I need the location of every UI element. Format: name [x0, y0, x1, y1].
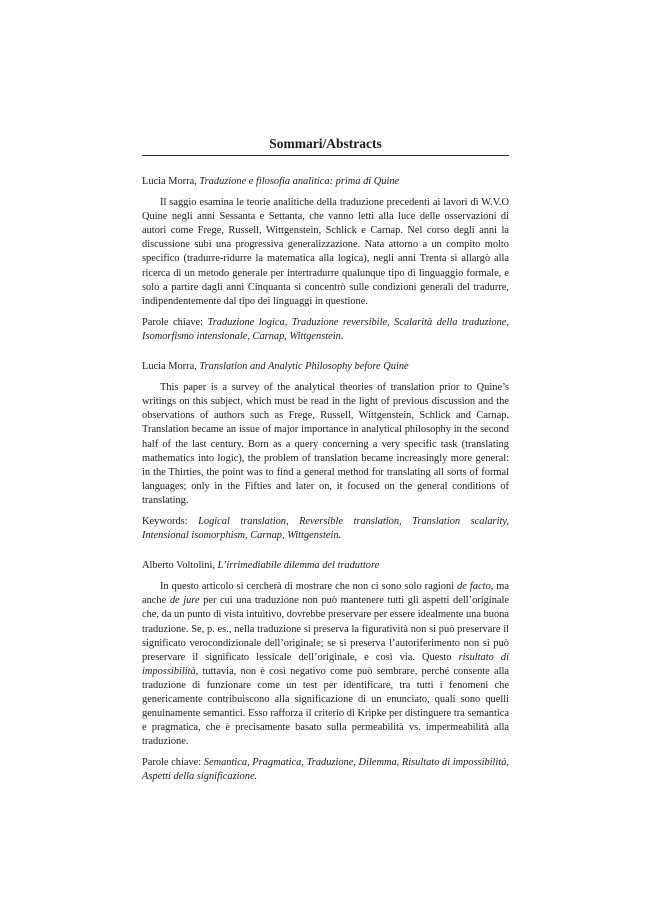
keywords-line	[142, 756, 509, 784]
body-segment: In questo articolo si cercherà di mostrare che non ci sono solo ragioni	[160, 581, 458, 593]
page-title: Sommari/Abstracts	[269, 136, 382, 151]
abstracts-list	[142, 175, 509, 785]
keywords-label: Parole chiave:	[142, 757, 204, 769]
body-segment: per cui una traduzione non può mantenere tutti gli aspetti dell’originale che, da un punto di vista intuitivo, dovrebbe preservare per essere idealmente una buona traduzione. Se, p. es., nella traduzione si preserva la figuratività non si può preservare il significato verocondizionale dell’originale; se si preserva l’autoriferimento non si può preservare il significato lessicale dell’originale, e così via. Questo	[142, 595, 509, 663]
body-segment-italic: de jure	[169, 595, 200, 607]
abstract-entry	[142, 175, 509, 344]
abstract-byline	[142, 360, 509, 374]
abstract-body: This paper is a survey of the analytical theories of translation prior to Quine’s writings on this subject, which must be read in the light of previous discussion and the observations of authors such as Frege, Russell, Wittgenstein, Schlick and Carnap. Translation became an issue of major importance in analytical philosophy in the second half of the last century. Born as a query concerning a very specific task (translating mathematics into logic), the problem of translation became increasingly more general: in the Thirties, the point was to find a general method for translating all sorts of formal languages; only in the Fifties and later on, it focused on the general conditions of translating.	[142, 382, 509, 506]
author-name: Alberto Voltolini,	[142, 560, 218, 572]
keywords-label: Parole chiave:	[142, 316, 208, 328]
article-title: Traduzione e filosofia analitica: prima di Quine	[199, 176, 400, 187]
abstract-entry	[142, 360, 509, 543]
author-name: Lucia Morra,	[142, 361, 200, 373]
keywords-label: Keywords:	[142, 515, 199, 527]
article-title: Translation and Analytic Philosophy before Quine	[199, 361, 409, 373]
abstract-byline	[142, 175, 509, 189]
abstract-byline	[142, 559, 509, 573]
keywords-list: Logical translation, Reversible translation, Translation scalarity, Intensional isomorphism, Carnap, Wittgenstein.	[142, 515, 509, 542]
body-segment-italic: risultato di impossibilità	[142, 651, 509, 677]
abstract-body: Il saggio esamina le teorie analitiche della traduzione precedenti ai lavori di W.V.O Quine negli anni Sessanta e Settanta, che vanno letti alla luce delle osservazioni di autori come Frege, Russell, Wittgenstein, Schlick e Carnap. Nel corso degli anni la discussione subì una progressiva generalizzazione. Nata attorno a un compito molto specifico (tradurre-ridurre la matematica alla logica), negli anni Trenta si allargò alla ricerca di un metodo generale per intertradurre qualunque tipo di linguaggio formale, e solo a partire dagli anni Cinquanta si concentrò sulle condizioni generali del tradurre, indipendentemente dal tipo dei linguaggi in questione.	[142, 197, 509, 307]
keywords-line	[142, 316, 509, 344]
body-segment-italic: de facto	[457, 581, 491, 593]
author-name: Lucia Morra,	[142, 176, 200, 187]
keywords-line	[142, 515, 509, 543]
title-rule	[142, 155, 509, 156]
body-segment: , tuttavia, non è così negativo come può sembrare, perché consente alla traduzione di funzionare come un test per identificare, tra tutti i fenomeni che genericamente contribuiscono alla significazione di un enunciato, quali sono quelli genuinamente semantici. Esso rafforza il criterio di Kripke per distinguere tra semantica e pragmatica, che è precisamente basato sulla permeabilità vs. impermeabilità alla traduzione.	[142, 665, 509, 748]
keywords-list: Traduzione logica, Traduzione reversibile, Scalarità della traduzione, Isomorfismo intensionale, Carnap, Wittgenstein.	[142, 316, 509, 342]
article-title: L’irrimediabile dilemma del traduttore	[217, 560, 380, 572]
abstract-body	[142, 580, 509, 749]
abstract-entry	[142, 559, 509, 784]
body-segment: , ma anche	[142, 581, 510, 607]
keywords-list: Semantica, Pragmatica, Traduzione, Dilemma, Risultato di impossibilità, Aspetti della significazione.	[142, 757, 510, 783]
